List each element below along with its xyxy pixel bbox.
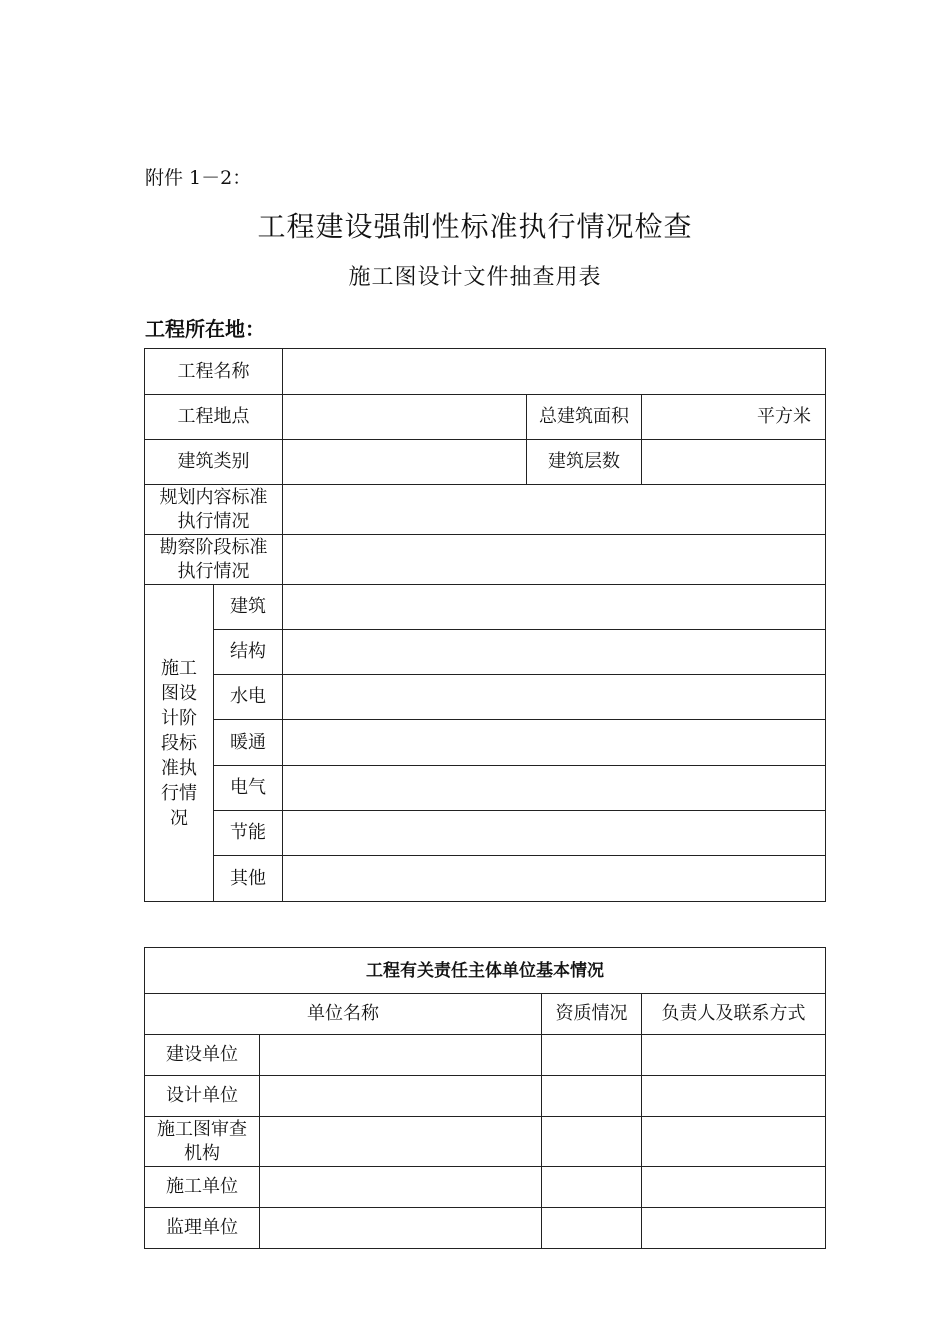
- total-area-field[interactable]: [642, 395, 826, 440]
- unit-name-field[interactable]: [260, 1035, 542, 1076]
- unit-row-label: 建设单位: [145, 1035, 260, 1076]
- project-site-field[interactable]: [283, 395, 527, 440]
- attachment-label: 附件 1－2：: [145, 167, 252, 189]
- unit-row-label: 监理单位: [145, 1208, 260, 1249]
- unit-name-field[interactable]: [260, 1167, 542, 1208]
- unit-qualification-field[interactable]: [542, 1208, 642, 1249]
- responsible-units-table: [144, 947, 826, 1249]
- discipline-label: 暖通: [214, 720, 283, 766]
- discipline-field[interactable]: [283, 585, 826, 630]
- discipline-field[interactable]: [283, 675, 826, 720]
- planning-compliance-field[interactable]: [283, 485, 826, 535]
- unit-qualification-field[interactable]: [542, 1035, 642, 1076]
- building-floors-field[interactable]: [642, 440, 826, 485]
- document-title: 工程建设强制性标准执行情况检查: [257, 210, 693, 243]
- project-name-field[interactable]: [283, 349, 826, 395]
- unit-contact-field[interactable]: [642, 1117, 826, 1167]
- unit-contact-field[interactable]: [642, 1208, 826, 1249]
- discipline-label: 其他: [214, 856, 283, 902]
- unit-name-field[interactable]: [260, 1076, 542, 1117]
- discipline-field[interactable]: [283, 856, 826, 902]
- discipline-label: 水电: [214, 675, 283, 720]
- discipline-field[interactable]: [283, 766, 826, 811]
- discipline-label: 结构: [214, 630, 283, 675]
- discipline-field[interactable]: [283, 630, 826, 675]
- contact-header: 负责人及联系方式: [642, 994, 826, 1035]
- total-area-label: 总建筑面积: [527, 395, 642, 440]
- discipline-field[interactable]: [283, 811, 826, 856]
- unit-qualification-field[interactable]: [542, 1117, 642, 1167]
- units-section-title: 工程有关责任主体单位基本情况: [145, 948, 826, 994]
- unit-contact-field[interactable]: [642, 1035, 826, 1076]
- project-name-label: 工程名称: [145, 349, 283, 395]
- discipline-label: 节能: [214, 811, 283, 856]
- planning-compliance-label: 规划内容标准执行情况: [145, 485, 283, 535]
- area-unit: 平方米: [757, 406, 812, 427]
- discipline-label: 建筑: [214, 585, 283, 630]
- design-stage-compliance-label: 施工图设计阶段标准执行情况: [145, 585, 214, 902]
- unit-row-label: 施工图审查机构: [145, 1117, 260, 1167]
- unit-name-header: 单位名称: [145, 994, 542, 1035]
- discipline-field[interactable]: [283, 720, 826, 766]
- building-category-label: 建筑类别: [145, 440, 283, 485]
- unit-row-label: 施工单位: [145, 1167, 260, 1208]
- unit-contact-field[interactable]: [642, 1076, 826, 1117]
- unit-row-label: 设计单位: [145, 1076, 260, 1117]
- unit-name-field[interactable]: [260, 1208, 542, 1249]
- qualification-header: 资质情况: [542, 994, 642, 1035]
- project-info-table: [144, 348, 826, 902]
- survey-compliance-field[interactable]: [283, 535, 826, 585]
- unit-name-field[interactable]: [260, 1117, 542, 1167]
- project-site-label: 工程地点: [145, 395, 283, 440]
- unit-qualification-field[interactable]: [542, 1076, 642, 1117]
- building-floors-label: 建筑层数: [527, 440, 642, 485]
- unit-qualification-field[interactable]: [542, 1167, 642, 1208]
- unit-contact-field[interactable]: [642, 1167, 826, 1208]
- project-location-label: 工程所在地：: [145, 317, 265, 341]
- building-category-field[interactable]: [283, 440, 527, 485]
- survey-compliance-label: 勘察阶段标准执行情况: [145, 535, 283, 585]
- document-subtitle: 施工图设计文件抽查用表: [348, 265, 602, 290]
- discipline-label: 电气: [214, 766, 283, 811]
